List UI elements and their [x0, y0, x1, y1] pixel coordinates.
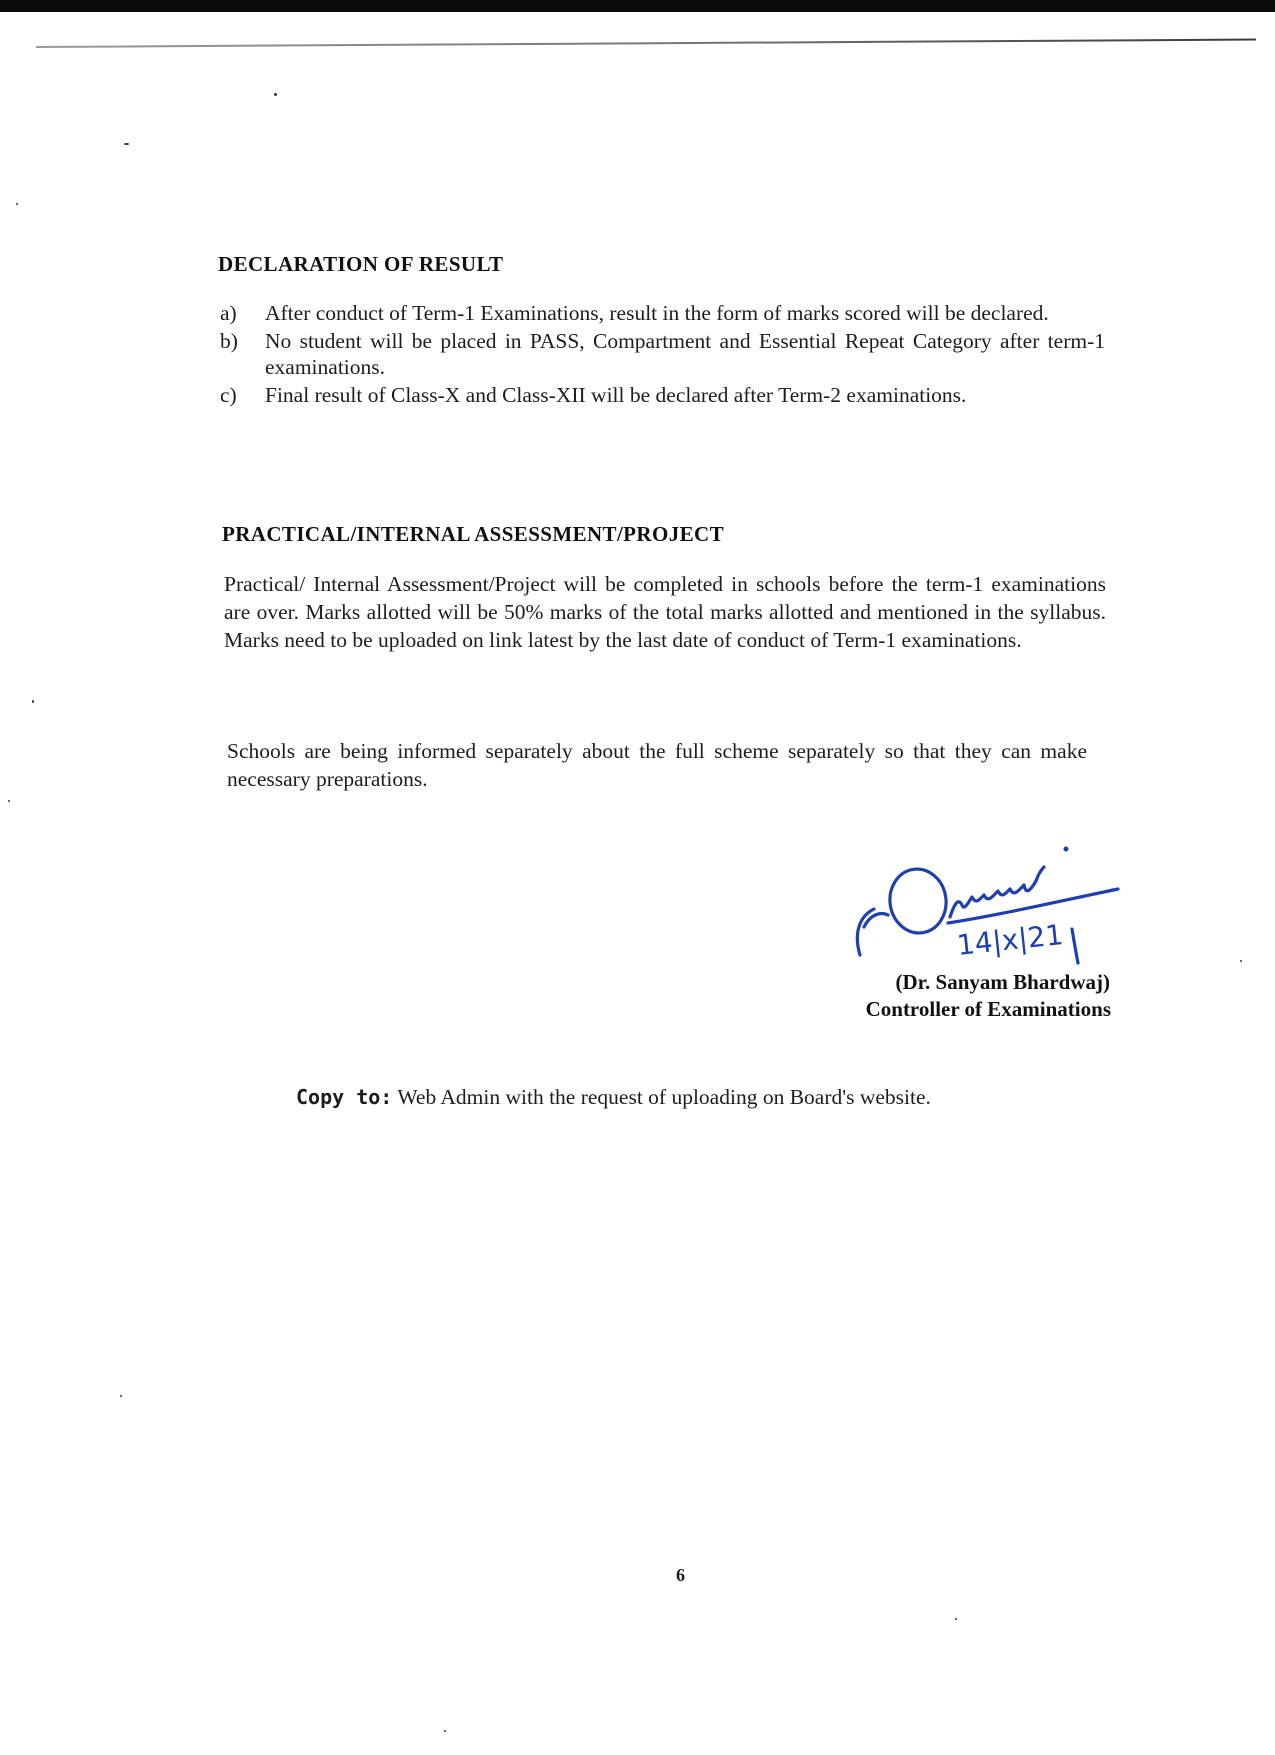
copy-to-line — [296, 1085, 931, 1110]
list-item — [220, 300, 1105, 326]
page-number: 6 — [676, 1565, 685, 1585]
handwritten-signature — [840, 845, 1140, 970]
signatory-title: Controller of Examinations — [865, 997, 1111, 1021]
practical-heading: PRACTICAL/INTERNAL ASSESSMENT/PROJECT — [222, 522, 724, 546]
practical-paragraph: Practical/ Internal Assessment/Project will be completed in schools before the term-1 examinations are over. Marks allotted will be 50% marks of the total marks allotted and mentioned in the syllabus. Marks need to be uploaded on link latest by the last date of conduct of Term-1 examinations. — [224, 572, 1106, 652]
list-marker: a) — [220, 301, 237, 325]
declaration-list — [220, 300, 1105, 410]
copy-to-text: Web Admin with the request of uploading on Board's website. — [397, 1085, 931, 1109]
list-item — [220, 382, 1105, 408]
list-item-text: After conduct of Term-1 Examinations, result in the form of marks scored will be declared. — [265, 301, 1049, 325]
schools-note: Schools are being informed separately about the full scheme separately so that they can make necessary preparations. — [227, 739, 1087, 791]
declaration-heading: DECLARATION OF RESULT — [218, 252, 504, 276]
list-item — [220, 328, 1105, 380]
list-marker: c) — [220, 383, 237, 407]
list-item-text: No student will be placed in PASS, Compartment and Essential Repeat Category after term-1 examinations. — [265, 329, 1105, 379]
list-marker: b) — [220, 329, 238, 353]
copy-to-label: Copy to: — [296, 1085, 393, 1109]
list-item-text: Final result of Class-X and Class-XII will be declared after Term-2 examinations. — [265, 383, 967, 407]
signature-date: 14|x|21 — [955, 917, 1065, 962]
signatory-name: (Dr. Sanyam Bhardwaj) — [895, 970, 1110, 994]
